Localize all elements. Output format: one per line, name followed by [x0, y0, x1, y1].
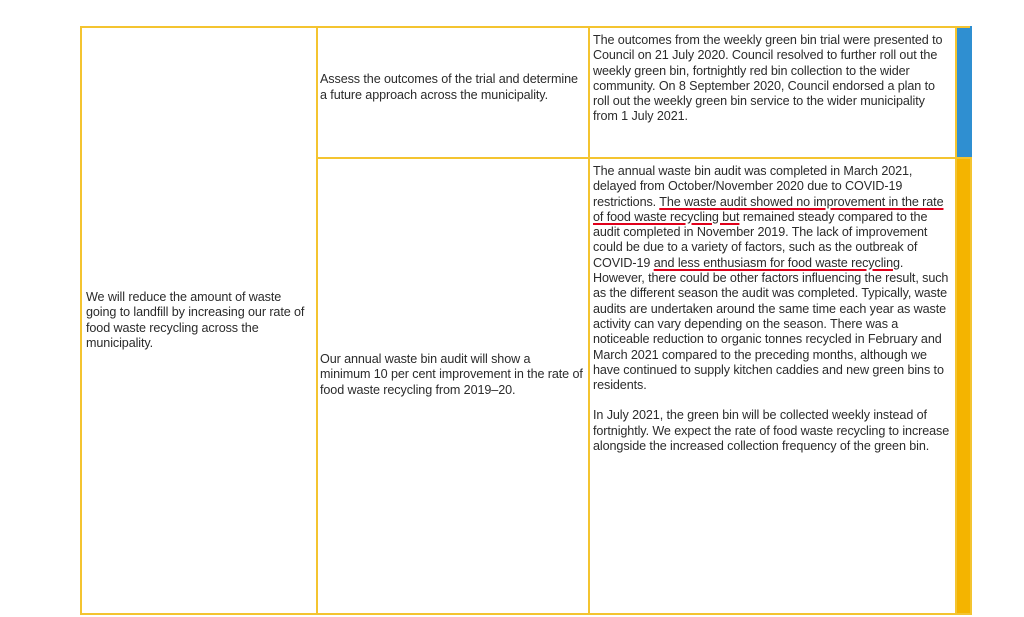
progress-report-table — [80, 26, 972, 615]
status-indicator-amber — [956, 158, 971, 614]
progress-text-segment: The annual waste bin audit was completed in March 2021, delayed from October/November 2020 due to COVID-19 restrictions. — [593, 164, 913, 209]
measure-cell — [317, 27, 589, 158]
measure-text: Assess the outcomes of the trial and determine a future approach across the municipality. — [320, 72, 578, 102]
progress-text-segment: . However, there could be other factors influencing the result, such as the different season the audit was completed. Typically, waste audits are undertaken around the same time each year as waste activity can vary depending on the season. There was a noticeable reduction to organic tonnes recycled in February and March 2021 compared to the preceding months, although we have continued to supply kitchen caddies and new green bins to residents. — [593, 255, 949, 393]
table-row — [81, 27, 971, 158]
measure-text: Our annual waste bin audit will show a minimum 10 per cent improvement in the rate of food waste recycling from 2019–20. — [320, 352, 583, 397]
progress-text-segment: remained steady compared to the audit completed in November 2019. The lack of improvement could be due to a variety of factors, such as the outbreak of COVID-19 — [593, 209, 928, 270]
progress-text — [590, 28, 955, 125]
objective-text: We will reduce the amount of waste going to landfill by increasing our rate of food waste recycling across the municipality. — [86, 289, 305, 350]
progress-paragraph: The outcomes from the weekly green bin trial were presented to Council on 21 July 2020. Council resolved to further roll out the weekly green bin, fortnightly red bin collection to the wider community. On 8 September 2020, Council endorsed a plan to roll out the weekly green bin service to the wider municipality from 1 July 2021. — [593, 33, 943, 124]
progress-paragraph: In July 2021, the green bin will be collected weekly instead of fortnightly. We expect the rate of food waste recycling to increase alongside the increased collection frequency of the green bin. — [593, 408, 950, 454]
progress-cell — [589, 27, 956, 158]
progress-text — [590, 159, 955, 454]
highlighted-text: and less enthusiasm for food waste recycling — [653, 255, 900, 270]
measure-cell — [317, 158, 589, 614]
objective-cell — [81, 27, 317, 614]
progress-paragraph — [593, 164, 951, 393]
progress-cell — [589, 158, 956, 614]
status-indicator-blue — [956, 27, 971, 158]
highlighted-text: The waste audit showed no improvement in the rate of food waste recycling but — [593, 194, 944, 224]
